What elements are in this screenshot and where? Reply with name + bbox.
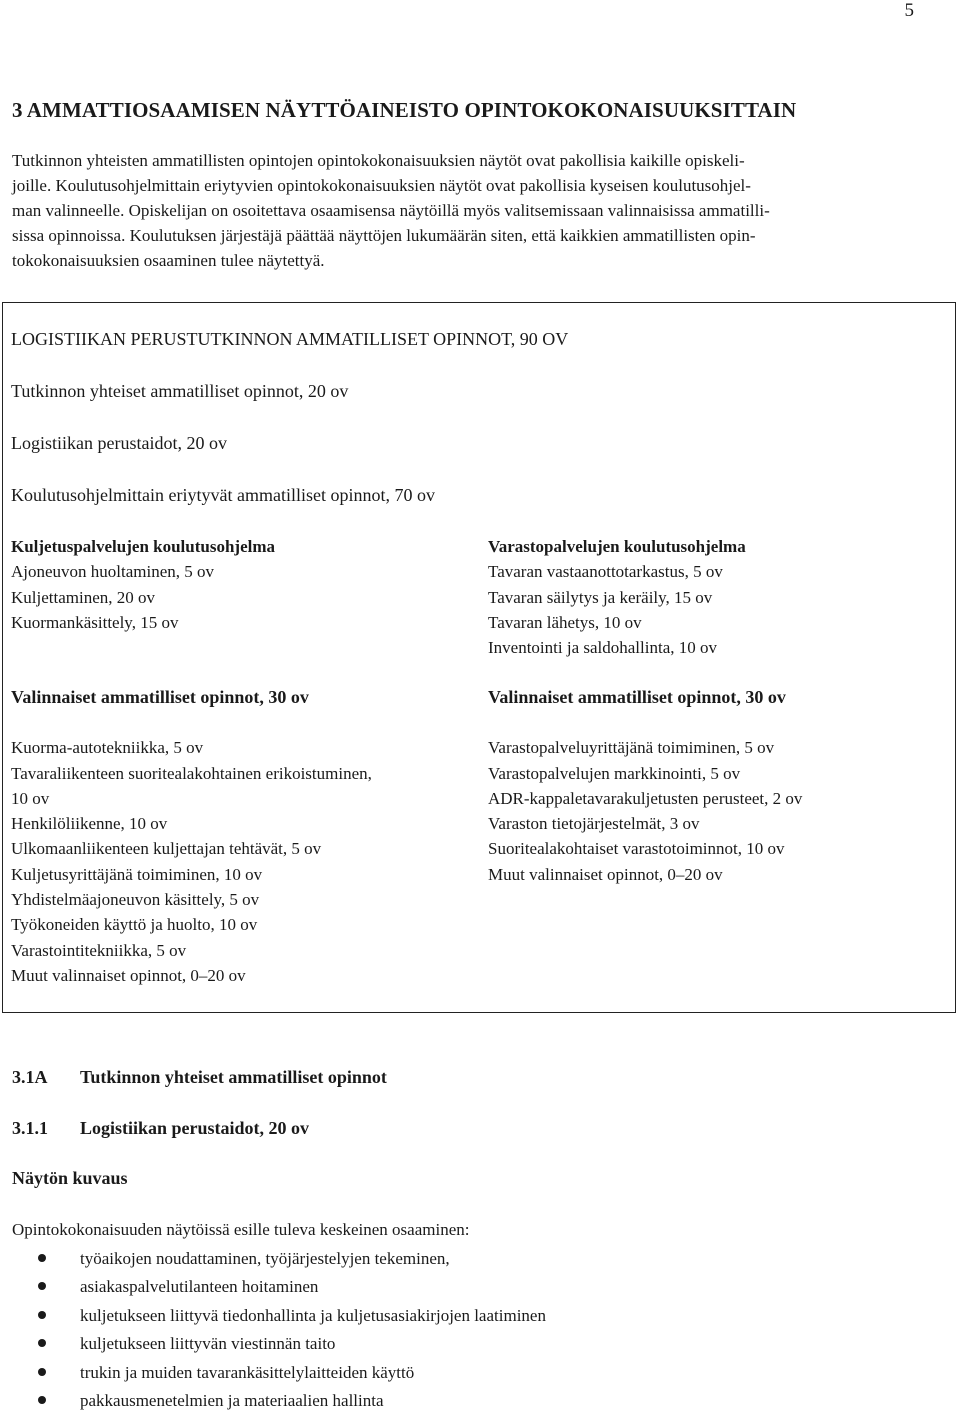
transport-electives-column <box>11 685 481 988</box>
intro-line: tokokonaisuuksien osaaminen tulee näytettyä. <box>12 251 325 270</box>
key-skills-lead: Opintokokonaisuuden näytöissä esille tuleva keskeinen osaaminen: <box>12 1220 470 1239</box>
warehouse-electives-title: Valinnaiset ammatilliset opinnot, 30 ov <box>488 687 786 707</box>
list-item <box>0 1361 546 1389</box>
bullet-icon <box>38 1254 46 1262</box>
warehouse-electives-column <box>488 685 948 887</box>
section-title: Tutkinnon yhteiset ammatilliset opinnot <box>80 1067 387 1087</box>
list-item <box>0 1304 546 1332</box>
list-item: Kuljettaminen, 20 ov <box>11 587 156 607</box>
list-item: Työkoneiden käyttö ja huolto, 10 ov <box>11 915 258 935</box>
list-item: Muut valinnaiset opinnot, 0–20 ov <box>488 864 723 884</box>
list-item-text: kuljetukseen liittyvän viestinnän taito <box>80 1334 336 1354</box>
common-studies-heading: Tutkinnon yhteiset ammatilliset opinnot, 20 ov <box>11 381 349 401</box>
programme-studies-heading: Koulutusohjelmittain eriytyvät ammatilliset opinnot, 70 ov <box>11 485 435 505</box>
list-item: Muut valinnaiset opinnot, 0–20 ov <box>11 965 246 985</box>
list-item: Tavaraliikenteen suoritealakohtainen erikoistuminen, <box>11 763 372 783</box>
list-item: Yhdistelmäajoneuvon käsittely, 5 ov <box>11 890 260 910</box>
intro-line: man valinneelle. Opiskelijan on osoitettava osaamisensa näytöillä myös valitsemissaan valinnaisissa ammatilli- <box>12 201 770 220</box>
demonstration-description-heading: Näytön kuvaus <box>12 1168 128 1188</box>
bullet-icon <box>38 1282 46 1290</box>
section-heading-3-1a <box>12 1067 387 1088</box>
warehouse-programme-column <box>488 534 948 660</box>
list-item: Tavaran lähetys, 10 ov <box>488 612 642 632</box>
list-item: Kuorma-autotekniikka, 5 ov <box>11 738 204 758</box>
warehouse-programme-title: Varastopalvelujen koulutusohjelma <box>488 537 746 556</box>
list-item <box>0 1332 546 1360</box>
bullet-icon <box>38 1311 46 1319</box>
chapter-title: 3 AMMATTIOSAAMISEN NÄYTTÖAINEISTO OPINTOKOKONAISUUKSITTAIN <box>12 98 797 122</box>
list-item: Inventointi ja saldohallinta, 10 ov <box>488 638 717 658</box>
section-number: 3.1.1 <box>12 1118 48 1138</box>
list-item-text: trukin ja muiden tavarankäsittelylaitteiden käyttö <box>80 1362 415 1382</box>
list-item: Ajoneuvon huoltaminen, 5 ov <box>11 562 215 582</box>
bullet-icon <box>38 1396 46 1404</box>
list-item: Suoritealakohtaiset varastotoiminnot, 10 ov <box>488 839 785 859</box>
intro-line: joille. Koulutusohjelmittain eriytyvien opintokokonaisuuksien näytöt ovat pakollisia kyseisen koulutusohjel- <box>12 176 751 195</box>
structure-title: LOGISTIIKAN PERUSTUTKINNON AMMATILLISET OPINNOT, 90 OV <box>11 329 569 349</box>
intro-line: sissa opinnoissa. Koulutuksen järjestäjä päättää näyttöjen lukumäärän siten, että kaikkien ammatillisten opin- <box>12 226 756 245</box>
transport-electives-title: Valinnaiset ammatilliset opinnot, 30 ov <box>11 687 309 707</box>
list-item: Kuormankäsittely, 15 ov <box>11 612 179 632</box>
list-item: Henkilöliikenne, 10 ov <box>11 814 168 834</box>
transport-programme-column <box>11 534 481 635</box>
list-item: Tavaran säilytys ja keräily, 15 ov <box>488 587 713 607</box>
list-item-text: asiakaspalvelutilanteen hoitaminen <box>80 1277 319 1297</box>
section-heading-3-1-1 <box>12 1118 309 1139</box>
list-item: Varastopalveluyrittäjänä toimiminen, 5 ov <box>488 738 775 758</box>
list-item: Varastopalvelujen markkinointi, 5 ov <box>488 763 741 783</box>
bullet-icon <box>38 1339 46 1347</box>
list-item: Varaston tietojärjestelmät, 3 ov <box>488 814 700 834</box>
list-item-text: työaikojen noudattaminen, työjärjestelyjen tekeminen, <box>80 1249 450 1268</box>
key-skills-list <box>0 1247 546 1417</box>
list-item: Kuljetusyrittäjänä toimiminen, 10 ov <box>11 864 263 884</box>
intro-paragraph <box>12 148 956 273</box>
bullet-icon <box>38 1368 46 1376</box>
common-studies-item: Logistiikan perustaidot, 20 ov <box>11 433 227 453</box>
section-title: Logistiikan perustaidot, 20 ov <box>80 1118 310 1138</box>
transport-programme-title: Kuljetuspalvelujen koulutusohjelma <box>11 537 276 556</box>
section-number: 3.1A <box>12 1067 48 1087</box>
list-item: Tavaran vastaanottotarkastus, 5 ov <box>488 562 723 582</box>
list-item-text: kuljetukseen liittyvä tiedonhallinta ja kuljetusasiakirjojen laatiminen <box>80 1305 546 1325</box>
list-item: 10 ov <box>11 788 50 808</box>
list-item-text: pakkausmenetelmien ja materiaalien hallinta <box>80 1390 384 1410</box>
list-item: ADR-kappaletavarakuljetusten perusteet, 2 ov <box>488 788 803 808</box>
study-structure-box <box>2 302 956 1013</box>
list-item <box>0 1275 546 1303</box>
page-number: 5 <box>904 0 914 21</box>
list-item: Varastointitekniikka, 5 ov <box>11 940 187 960</box>
intro-line: Tutkinnon yhteisten ammatillisten opintojen opintokokonaisuuksien näytöt ovat pakollisia kaikille opiskeli- <box>12 151 745 170</box>
list-item: Ulkomaanliikenteen kuljettajan tehtävät, 5 ov <box>11 839 322 859</box>
list-item <box>0 1247 546 1275</box>
